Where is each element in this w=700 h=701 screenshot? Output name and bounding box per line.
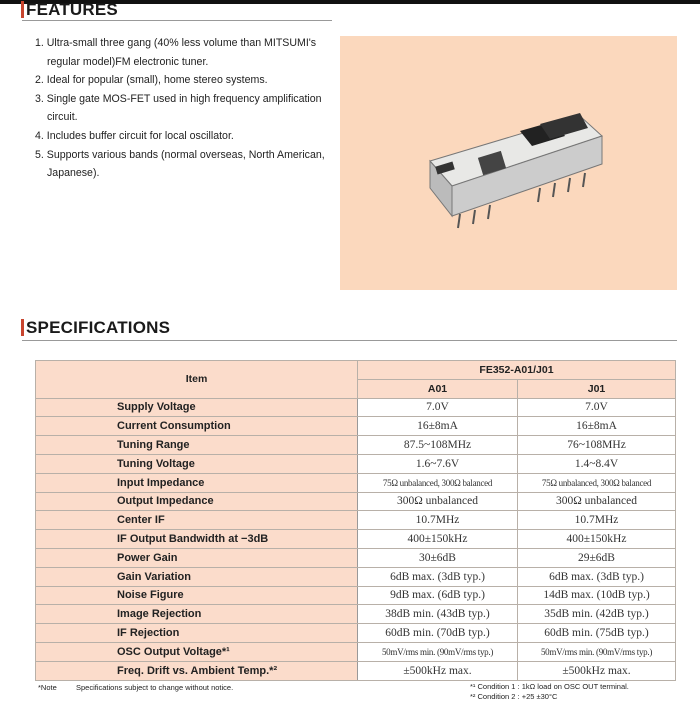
feature-item: 4. Includes buffer circuit for local oscillator. — [35, 129, 234, 142]
spec-value-j01: 76~108MHz — [518, 436, 676, 455]
features-list — [35, 34, 335, 183]
spec-item-label: Center IF — [36, 511, 358, 530]
specifications-title: SPECIFICATIONS — [26, 318, 171, 337]
column-header-a01: A01 — [358, 379, 518, 398]
spec-value-a01: 10.7MHz — [358, 511, 518, 530]
spec-value-a01: 50mV/rms min. (90mV/rms typ.) — [358, 642, 518, 661]
spec-value-a01: 30±6dB — [358, 548, 518, 567]
table-row — [36, 417, 676, 436]
table-row — [36, 398, 676, 417]
spec-item-label: Tuning Voltage — [36, 454, 358, 473]
table-row — [36, 548, 676, 567]
spec-item-label: Input Impedance — [36, 473, 358, 492]
spec-value-a01: ±500kHz max. — [358, 661, 518, 680]
table-row — [36, 605, 676, 624]
condition-1: *¹ Condition 1 : 1kΩ load on OSC OUT terminal. — [470, 682, 629, 691]
spec-value-a01: 38dB min. (43dB typ.) — [358, 605, 518, 624]
table-row — [36, 530, 676, 549]
item-header: Item — [36, 361, 358, 399]
spec-value-a01: 1.6~7.6V — [358, 454, 518, 473]
specifications-heading — [26, 318, 170, 338]
features-rule — [22, 20, 332, 21]
table-row — [36, 473, 676, 492]
spec-item-label: Noise Figure — [36, 586, 358, 605]
spec-value-a01: 7.0V — [358, 398, 518, 417]
spec-value-j01: 29±6dB — [518, 548, 676, 567]
table-row — [36, 492, 676, 511]
spec-value-j01: 10.7MHz — [518, 511, 676, 530]
features-title: FEATURES — [26, 0, 118, 19]
spec-value-j01: 300Ω unbalanced — [518, 492, 676, 511]
spec-value-a01: 9dB max. (6dB typ.) — [358, 586, 518, 605]
spec-item-label: Output Impedance — [36, 492, 358, 511]
column-header-j01: J01 — [518, 379, 676, 398]
spec-item-label: Current Consumption — [36, 417, 358, 436]
spec-item-label: Supply Voltage — [36, 398, 358, 417]
table-row — [36, 661, 676, 680]
spec-item-label: Freq. Drift vs. Ambient Temp.*² — [36, 661, 358, 680]
note-label: *Note — [38, 683, 57, 692]
table-row — [36, 511, 676, 530]
spec-item-label: IF Output Bandwidth at −3dB — [36, 530, 358, 549]
spec-item-label: Tuning Range — [36, 436, 358, 455]
feature-item: 1. Ultra-small three gang (40% less volume than MITSUMI's regular model)FM electronic tuner. — [35, 37, 317, 68]
condition-2: *² Condition 2 : +25 ±30°C — [470, 692, 558, 701]
spec-value-a01: 60dB min. (70dB typ.) — [358, 624, 518, 643]
spec-value-j01: 16±8mA — [518, 417, 676, 436]
spec-item-label: OSC Output Voltage*¹ — [36, 642, 358, 661]
spec-value-a01: 6dB max. (3dB typ.) — [358, 567, 518, 586]
spec-item-label: IF Rejection — [36, 624, 358, 643]
spec-item-label: Gain Variation — [36, 567, 358, 586]
specifications-rule — [22, 340, 677, 341]
feature-item: 3. Single gate MOS-FET used in high frequency amplification circuit. — [35, 92, 322, 124]
spec-value-j01: 35dB min. (42dB typ.) — [518, 605, 676, 624]
spec-value-a01: 400±150kHz — [358, 530, 518, 549]
spec-value-j01: ±500kHz max. — [518, 661, 676, 680]
table-row — [36, 642, 676, 661]
note-text: Specifications subject to change without notice. — [76, 683, 234, 692]
table-row — [36, 436, 676, 455]
table-row — [36, 586, 676, 605]
spec-value-a01: 16±8mA — [358, 417, 518, 436]
spec-value-j01: 1.4~8.4V — [518, 454, 676, 473]
spec-value-j01: 7.0V — [518, 398, 676, 417]
spec-value-j01: 50mV/rms min. (90mV/rms typ.) — [518, 642, 676, 661]
feature-item: 2. Ideal for popular (small), home stereo systems. — [35, 74, 268, 87]
spec-value-a01: 87.5~108MHz — [358, 436, 518, 455]
table-row — [36, 454, 676, 473]
table-row — [36, 567, 676, 586]
product-photo — [340, 36, 677, 290]
spec-value-j01: 75Ω unbalanced, 300Ω balanced — [518, 473, 676, 492]
model-header: FE352-A01/J01 — [358, 361, 676, 380]
spec-item-label: Image Rejection — [36, 605, 358, 624]
spec-value-j01: 6dB max. (3dB typ.) — [518, 567, 676, 586]
table-row — [36, 624, 676, 643]
feature-item: 5. Supports various bands (normal overseas, North American, Japanese). — [35, 148, 325, 180]
spec-value-a01: 75Ω unbalanced, 300Ω balanced — [358, 473, 518, 492]
spec-value-a01: 300Ω unbalanced — [358, 492, 518, 511]
tuner-module-image — [340, 36, 677, 290]
spec-value-j01: 60dB min. (75dB typ.) — [518, 624, 676, 643]
spec-value-j01: 400±150kHz — [518, 530, 676, 549]
features-heading — [26, 0, 118, 20]
spec-value-j01: 14dB max. (10dB typ.) — [518, 586, 676, 605]
specifications-table — [35, 360, 676, 681]
spec-item-label: Power Gain — [36, 548, 358, 567]
